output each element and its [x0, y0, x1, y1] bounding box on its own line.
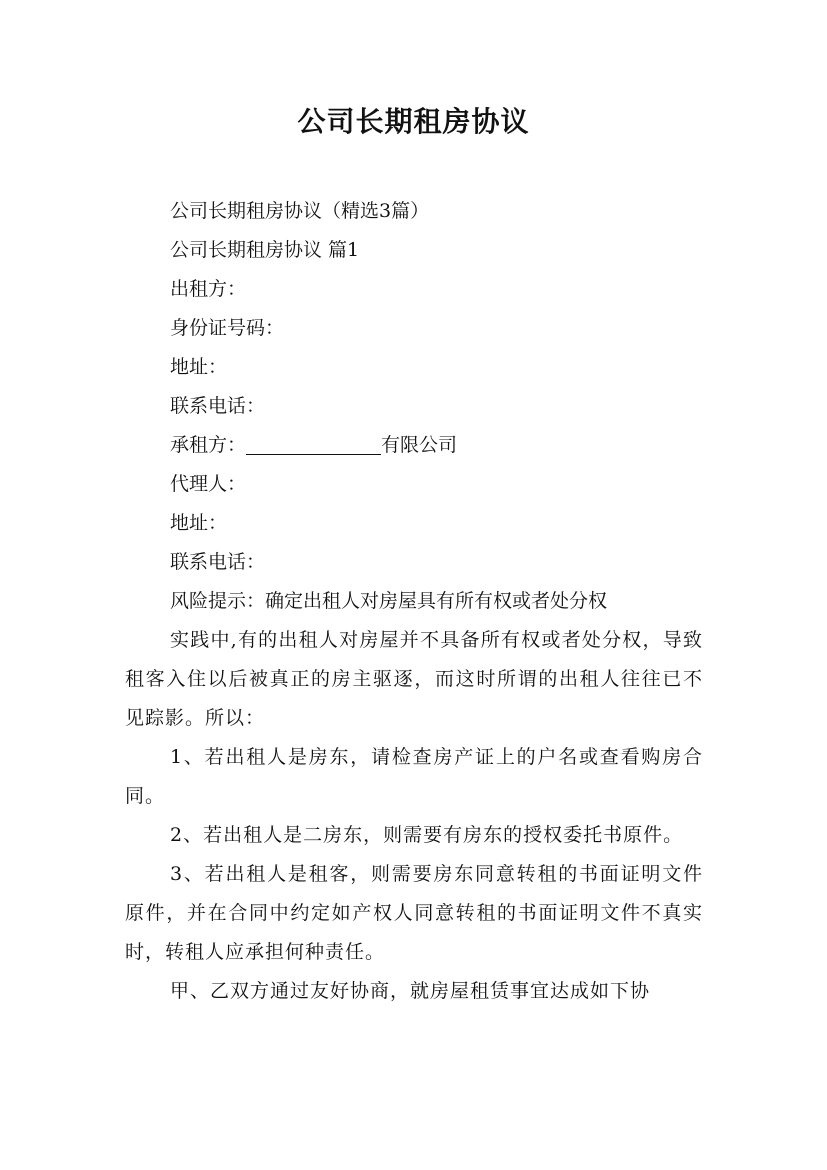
id-number-line: 身份证号码： — [170, 317, 285, 339]
agent-line: 代理人： — [170, 473, 247, 495]
phone-line-2: 联系电话： — [170, 551, 266, 573]
lessee-suffix: 有限公司 — [381, 434, 458, 456]
paragraph-item-2: 2、若出租人是二房东，则需要有房东的授权委托书原件。 — [170, 824, 684, 846]
phone-line-1: 联系电话： — [170, 395, 266, 417]
paragraph-item-3: 3、若出租人是租客，则需要房东同意转租的书面证明文件原件，并在合同中约定如产权人同意转租的书面证明文件不真实时，转租人应承担何种责任。 — [125, 863, 703, 963]
lessee-blank — [246, 432, 381, 455]
subtitle-line: 公司长期租房协议（精选3篇） — [170, 200, 430, 222]
lessee-line — [125, 426, 703, 465]
paragraph-practice: 实践中,有的出租人对房屋并不具备所有权或者处分权，导致租客入住以后被真正的房主驱逐，而这时所谓的出租人往往已不见踪影。所以： — [125, 629, 703, 729]
document-body — [125, 192, 703, 1011]
section-heading: 公司长期租房协议 篇1 — [170, 239, 360, 261]
document-title: 公司长期租房协议 — [297, 105, 530, 138]
address-line-2: 地址： — [170, 512, 228, 534]
paragraph-agreement: 甲、乙双方通过友好协商，就房屋租赁事宜达成如下协 — [170, 980, 651, 1002]
risk-notice: 风险提示：确定出租人对房屋具有所有权或者处分权 — [170, 590, 608, 612]
paragraph-item-1: 1、若出租人是房东，请检查房产证上的户名或查看购房合同。 — [125, 746, 703, 807]
lessee-label: 承租方： — [170, 434, 247, 456]
lessor-line: 出租方： — [170, 278, 247, 300]
address-line-1: 地址： — [170, 356, 228, 378]
